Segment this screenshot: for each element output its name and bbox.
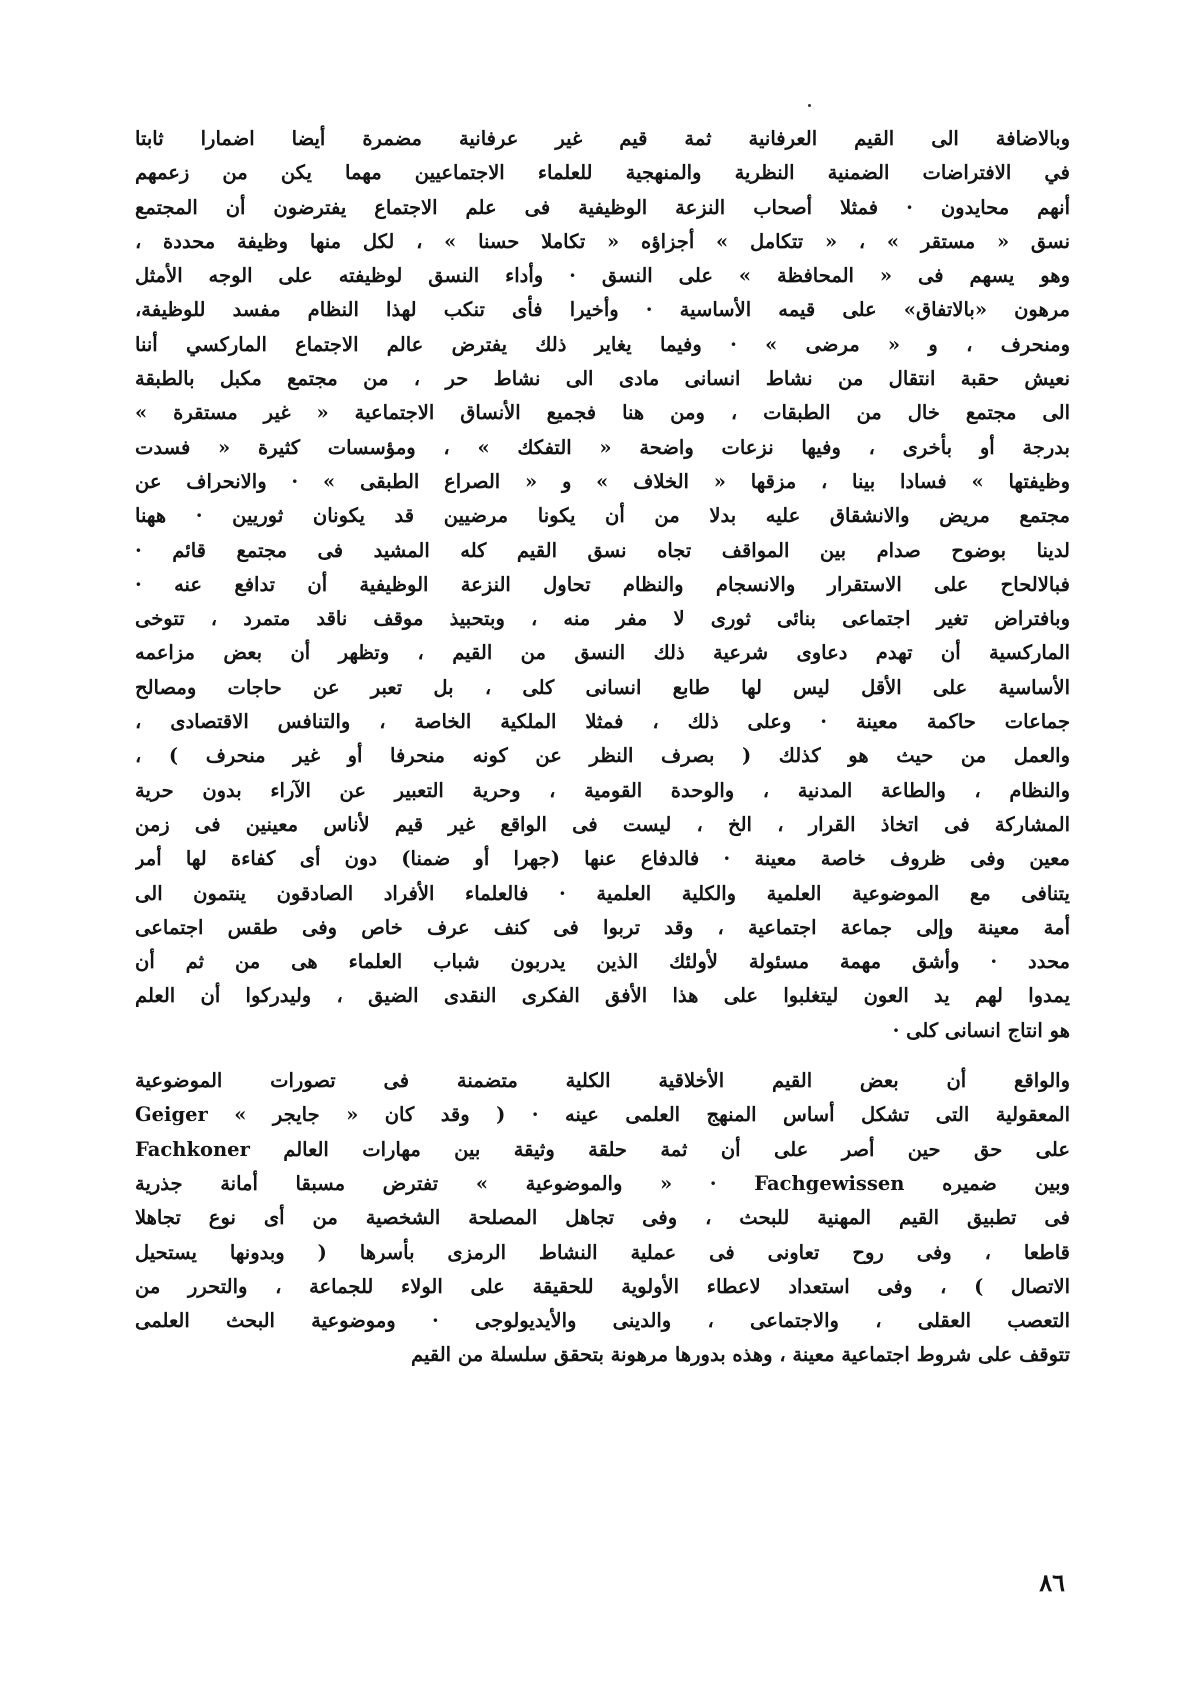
paragraph-2 bbox=[135, 1064, 1070, 1373]
text-line: الى مجتمع خال من الطبقات ، ومن هنا فجميع الأنساق الاجتماعية « غير مستقرة » bbox=[135, 401, 1070, 425]
text-line: وبالاضافة الى القيم العرفانية ثمة قيم غير عرفانية مضمرة أيضا اضمارا ثابتا bbox=[135, 127, 1070, 150]
text-line: وبين ضميره Fachgewissen · « والموضوعية » تفترض مسبقا أمانة جذرية bbox=[135, 1171, 1070, 1195]
text-line: بدرجة أو بأخرى ، وفيها نزعات واضحة « التفكك » ، ومؤسسات كثيرة « فسدت bbox=[135, 435, 1070, 459]
text-line: تتوقف على شروط اجتماعية معينة ، وهذه بدورها مرهونة بتحقق سلسلة من القيم bbox=[411, 1343, 1070, 1367]
text-line: مرهون «بالاتفاق» على قيمه الأساسية · وأخيرا فأى تنكب لهذا النظام مفسد للوظيفة، bbox=[135, 298, 1070, 322]
text-line: وبافتراض تغير اجتماعى بنائى ثورى لا مفر منه ، وبتحبيذ موقف ناقد متمرد ، تتوخى bbox=[135, 607, 1070, 631]
paragraph-1 bbox=[135, 122, 1070, 1048]
text-line: نسق « مستقر » ، « تتكامل » أجزاؤه « تكاملا حسنا » ، لكل منها وظيفة محددة ، bbox=[135, 229, 1070, 253]
text-line: وظيفتها » فسادا بينا ، مزقها « الخلاف » و « الصراع الطبقى » · والانحراف عن bbox=[135, 469, 1070, 493]
text-line: والنظام ، والطاعة المدنية ، والوحدة القومية ، وحرية التعبير عن الآراء بدون حرية bbox=[135, 778, 1070, 802]
text-line: فبالالحاح على الاستقرار والانسجام والنظام تحاول النزعة الوظيفية أن تدافع عنه · bbox=[135, 572, 1070, 596]
text-line: يمدوا لهم يد العون ليتغلبوا على هذا الأفق الفكرى النقدى الضيق ، وليدركوا أن العلم bbox=[135, 984, 1070, 1008]
text-line: الأساسية على الأقل ليس لها طابع انسانى كلى ، بل تعبر عن حاجات ومصالح bbox=[135, 675, 1070, 699]
text-line: الماركسية أن تهدم دعاوى شرعية ذلك النسق من القيم ، وتظهر أن بعض مزاعمه bbox=[135, 641, 1070, 665]
text-line: أنهم محايدون · فمثلا أصحاب النزعة الوظيفية فى علم الاجتماع يفترضون أن المجتمع bbox=[135, 195, 1070, 219]
text-line: يتنافى مع الموضوعية العلمية والكلية العلمية · فالعلماء الأفراد الصادقون ينتمون الى bbox=[135, 881, 1070, 905]
text-line: لدينا بوضوح صدام بين المواقف تجاه نسق القيم كله المشيد فى مجتمع قائم · bbox=[135, 538, 1070, 562]
body-text bbox=[135, 122, 1070, 1373]
ink-speck bbox=[808, 104, 811, 107]
text-line: الاتصال ) ، وفى استعداد لاعطاء الأولوية للحقيقة على الولاء للجماعة ، والتحرر من bbox=[135, 1274, 1070, 1298]
text-line: على حق حين أصر على أن ثمة حلقة وثيقة بين مهارات العالم Fachkoner bbox=[135, 1137, 1070, 1161]
text-line: قاطعا ، وفى روح تعاونى فى عملية النشاط الرمزى بأسرها ( وبدونها يستحيل bbox=[135, 1240, 1070, 1264]
text-line: وهو يسهم فى « المحافظة » على النسق · وأداء النسق لوظيفته على الوجه الأمثل bbox=[135, 264, 1070, 288]
text-line: ومنحرف ، و « مرضى » · وفيما يغاير ذلك يفترض عالم الاجتماع الماركسي أننا bbox=[135, 332, 1070, 356]
text-line: المشاركة فى اتخاذ القرار ، الخ ، ليست فى الواقع غير قيم لأناس معينين فى زمن bbox=[135, 812, 1070, 836]
text-line: التعصب العقلى ، والاجتماعى ، والدينى والأيديولوجى · وموضوعية البحث العلمى bbox=[135, 1309, 1070, 1333]
text-line: المعقولية التى تشكل أساس المنهج العلمى عينه · ( وقد كان « جايجر » Geiger bbox=[135, 1103, 1070, 1127]
text-line: معين وفى ظروف خاصة معينة · فالدفاع عنها (جهرا أو ضمنا) دون أى كفاءة لها أمر bbox=[135, 847, 1070, 871]
text-line: فى تطبيق القيم المهنية للبحث ، وفى تجاهل المصلحة الشخصية من أى نوع تجاهلا bbox=[135, 1206, 1070, 1230]
page-number: ٨٦ bbox=[1039, 1568, 1065, 1597]
text-line: والعمل من حيث هو كذلك ( بصرف النظر عن كونه منحرفا أو غير منحرف ) ، bbox=[135, 744, 1070, 768]
text-line: جماعات حاكمة معينة · وعلى ذلك ، فمثلا الملكية الخاصة ، والتنافس الاقتصادى ، bbox=[135, 710, 1070, 734]
text-line: في الافتراضات الضمنية النظرية والمنهجية للعلماء الاجتماعيين مهما يكن من زعمهم bbox=[135, 161, 1070, 185]
text-line: محدد · وأشق مهمة مسئولة لأولئك الذين يدربون شباب العلماء هى من ثم أن bbox=[135, 950, 1070, 974]
text-line: مجتمع مريض والانشقاق عليه بدلا من أن يكونا مرضيين قد يكونان ثوريين · ههنا bbox=[135, 504, 1070, 528]
text-line: والواقع أن بعض القيم الأخلاقية الكلية متضمنة فى تصورات الموضوعية bbox=[135, 1069, 1070, 1093]
text-line: نعيش حقبة انتقال من نشاط انسانى مادى الى نشاط حر ، من مجتمع مكبل بالطبقة bbox=[135, 367, 1070, 391]
text-line: هو انتاج انسانى كلى · bbox=[892, 1018, 1070, 1042]
text-line: أمة معينة وإلى جماعة اجتماعية ، وقد تربوا فى كنف عرف خاص وفى طقس اجتماعى bbox=[135, 915, 1070, 939]
